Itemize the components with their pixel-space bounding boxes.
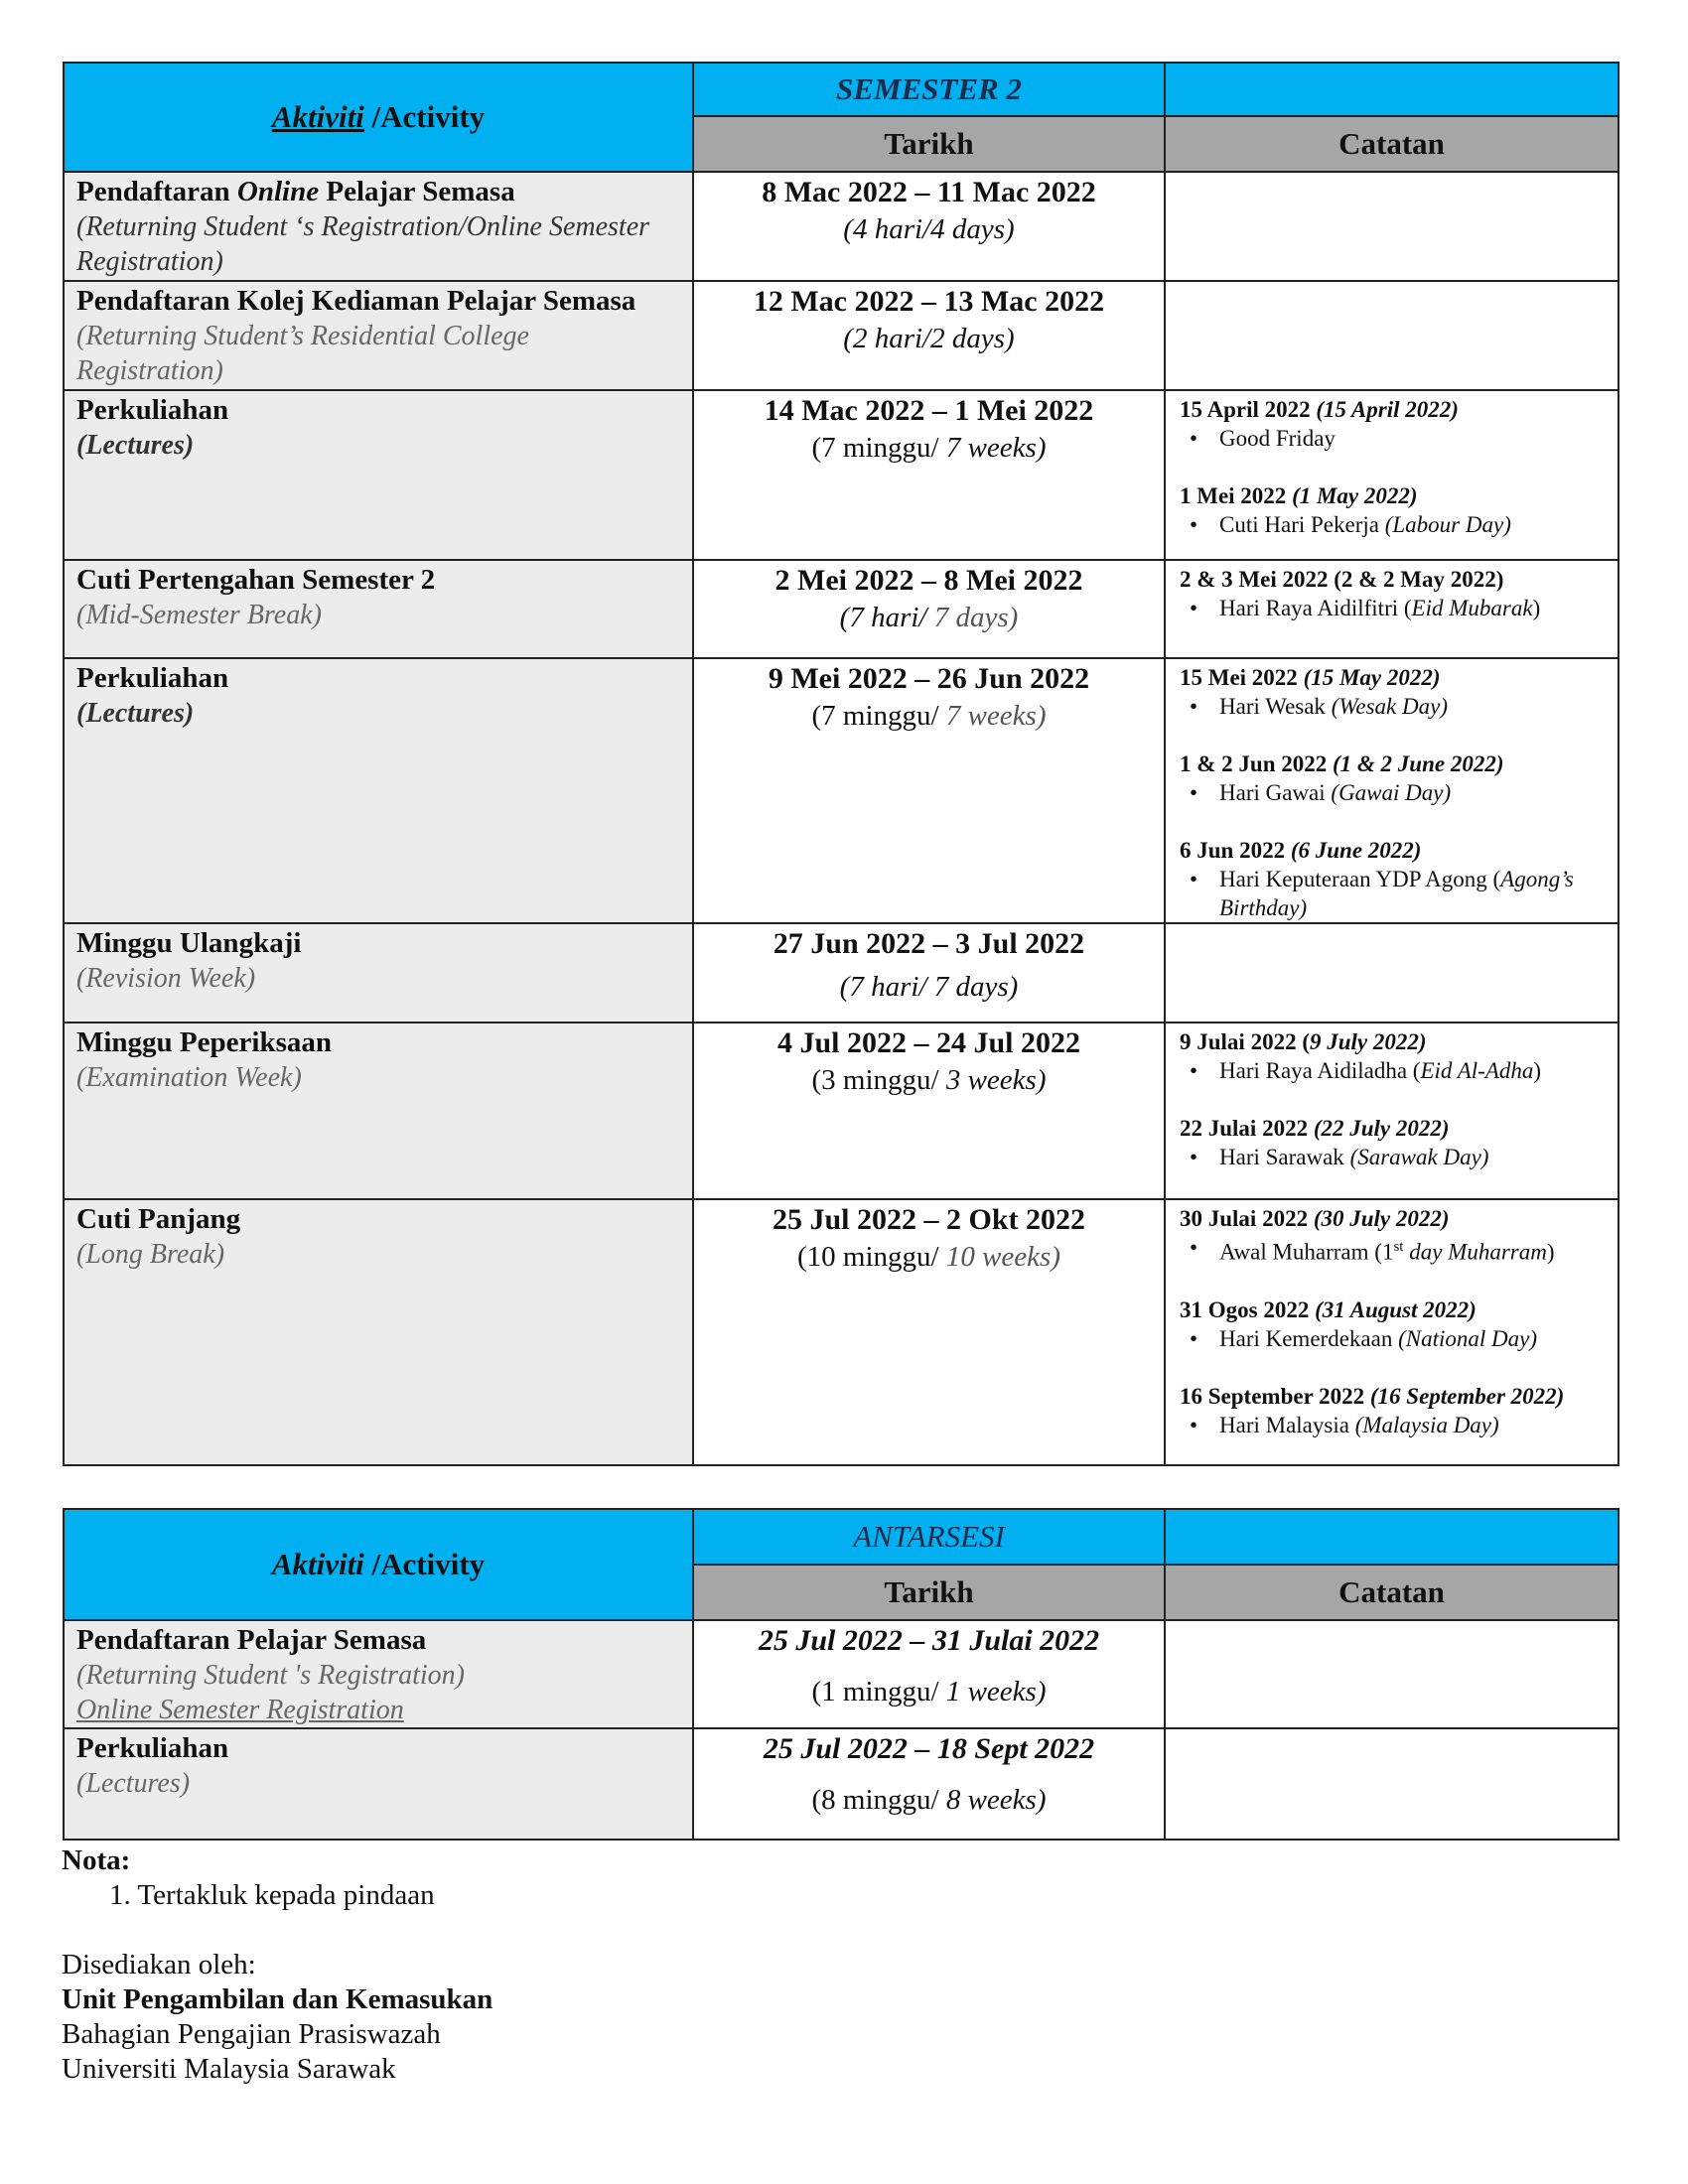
table-row <box>64 658 1618 923</box>
duration-en: 4 days) <box>930 213 1015 245</box>
table-row <box>64 281 1618 390</box>
date-cell <box>693 658 1165 923</box>
holiday-name-en: (National Day) <box>1398 1325 1537 1351</box>
date-cell <box>693 560 1165 658</box>
semester-2-table <box>63 62 1619 1466</box>
bullet-icon: • <box>1190 512 1198 537</box>
holiday-name: Hari Raya Aidiladha ( <box>1219 1058 1421 1083</box>
holiday-date-en: (30 July 2022) <box>1313 1206 1450 1231</box>
holiday-date-ms: 15 April 2022 <box>1180 397 1317 422</box>
date-range: 12 Mac 2022 – 13 Mac 2022 <box>753 285 1105 318</box>
table-row <box>64 923 1618 1023</box>
bullet-icon: • <box>1190 426 1198 451</box>
antarsesi-table <box>63 1508 1619 1841</box>
activity-cell <box>64 390 693 560</box>
holiday-date-en: (6 June 2022) <box>1290 838 1422 863</box>
activity-name: Pendaftaran Pelajar Semasa <box>76 1624 427 1656</box>
holiday-date <box>1180 1027 1604 1056</box>
duration-en: 1 weeks) <box>945 1676 1047 1707</box>
bullet-icon: • <box>1190 867 1198 891</box>
activity-cell <box>64 923 693 1023</box>
date-range: 8 Mac 2022 – 11 Mac 2022 <box>762 176 1096 208</box>
holiday-date <box>1180 750 1604 778</box>
duration <box>694 1061 1164 1099</box>
semester-title: SEMESTER 2 <box>693 63 1165 116</box>
holiday-date-ms: 31 Ogos 2022 <box>1180 1297 1316 1322</box>
holiday-date <box>1180 663 1604 692</box>
holiday-name: Cuti Hari Pekerja <box>1219 512 1385 537</box>
table-row <box>64 172 1618 281</box>
activity-name: Cuti Pertengahan Semester 2 <box>76 564 436 596</box>
date-column-header: Tarikh <box>693 116 1165 172</box>
duration <box>694 968 1164 1006</box>
university-name: Universiti Malaysia Sarawak <box>62 2053 396 2085</box>
activity-translation: (Returning Student 's Registration) <box>76 1660 465 1691</box>
duration-ms: (7 minggu/ <box>811 700 946 732</box>
holiday-name-en: (Wesak Day) <box>1331 694 1448 719</box>
holiday-date: 2 & 3 Mei 2022 (2 & 2 May 2022) <box>1180 567 1504 592</box>
holiday-name: Hari Raya Aidilfitri ( <box>1219 596 1412 620</box>
activity-translation: (Lectures) <box>76 698 195 729</box>
date-cell <box>693 1728 1165 1840</box>
activity-name: Perkuliahan <box>76 394 229 426</box>
holiday-name: Hari Kemerdekaan <box>1219 1325 1399 1351</box>
activity-cell <box>64 1620 693 1728</box>
holiday-date <box>1180 1114 1604 1143</box>
holiday-date-ms: 30 Julai 2022 <box>1180 1206 1314 1231</box>
date-column-header: Tarikh <box>693 1565 1165 1620</box>
table-row <box>64 1620 1618 1728</box>
superscript: st <box>1393 1239 1404 1255</box>
notes-column-header: Catatan <box>1165 116 1618 172</box>
duration-en: 8 weeks) <box>945 1784 1047 1816</box>
notes-cell <box>1165 1023 1618 1199</box>
holiday-item <box>1180 1233 1604 1267</box>
prepared-by: Disediakan oleh: <box>62 1949 256 1980</box>
holiday-date-en: (15 April 2022) <box>1316 397 1459 422</box>
date-range: 2 Mei 2022 – 8 Mei 2022 <box>774 564 1083 597</box>
bullet-icon: • <box>1190 1412 1198 1437</box>
bullet-icon: • <box>1190 596 1198 620</box>
holiday-name: ) <box>1546 1239 1555 1265</box>
holiday-date-en: (15 May 2022) <box>1303 665 1441 690</box>
date-cell <box>693 390 1165 560</box>
activity-translation: (Long Break) <box>76 1239 225 1270</box>
holiday-item <box>1180 1056 1604 1085</box>
holiday-name: Hari Malaysia <box>1219 1412 1355 1437</box>
holiday-name: Good Friday <box>1219 426 1336 451</box>
date-range: 25 Jul 2022 – 18 Sept 2022 <box>763 1732 1095 1765</box>
holiday-name-en: (Labour Day) <box>1384 512 1511 537</box>
holiday-name: Awal Muharram (1 <box>1219 1239 1394 1265</box>
holiday-name-en: day Muharram <box>1403 1239 1547 1265</box>
bullet-icon: • <box>1190 694 1198 719</box>
notes-cell <box>1165 281 1618 390</box>
nota-heading: Nota: <box>62 1844 131 1876</box>
holiday-name-en: (Gawai Day) <box>1331 780 1452 805</box>
activity-header-ms: Aktiviti <box>271 1547 364 1581</box>
date-range: 25 Jul 2022 – 2 Okt 2022 <box>772 1203 1086 1236</box>
duration-ms: (1 minggu/ <box>811 1676 946 1707</box>
table-row <box>64 1199 1618 1465</box>
activity-translation: (Lectures) <box>76 430 195 461</box>
duration <box>694 697 1164 735</box>
duration <box>694 429 1164 467</box>
date-range: 14 Mac 2022 – 1 Mei 2022 <box>764 394 1094 427</box>
holiday-item <box>1180 1411 1604 1439</box>
activity-translation: (Examination Week) <box>76 1062 302 1093</box>
division-name: Bahagian Pengajian Prasiswazah <box>62 2018 441 2050</box>
notes-cell <box>1165 1728 1618 1840</box>
activity-header <box>64 63 693 172</box>
activity-header-en: /Activity <box>363 99 486 134</box>
notes-cell <box>1165 1199 1618 1465</box>
holiday-item <box>1180 594 1604 622</box>
holiday-date-ms: 9 Julai 2022 ( <box>1180 1029 1310 1054</box>
holiday-date-en: 9 July 2022) <box>1309 1029 1427 1054</box>
date-range: 25 Jul 2022 – 31 Julai 2022 <box>758 1624 1100 1657</box>
duration-ms: (7 minggu/ <box>811 432 946 464</box>
notes-cell <box>1165 390 1618 560</box>
bullet-icon: • <box>1190 1058 1198 1083</box>
activity-name-part: Pelajar Semasa <box>319 176 515 207</box>
holiday-date <box>1180 1204 1604 1233</box>
holiday-date <box>1180 1296 1604 1324</box>
activity-name-part: Online <box>236 176 320 207</box>
duration-ms: (7 hari/ <box>839 602 934 633</box>
holiday-item <box>1180 1143 1604 1171</box>
holiday-date-ms: 1 & 2 Jun 2022 <box>1180 751 1333 776</box>
activity-name <box>76 175 680 209</box>
activity-translation-link: Online Semester Registration <box>76 1695 404 1725</box>
activity-cell <box>64 658 693 923</box>
holiday-date-ms: 1 Mei 2022 <box>1180 483 1293 508</box>
date-range: 4 Jul 2022 – 24 Jul 2022 <box>776 1026 1081 1059</box>
holiday-date <box>1180 481 1604 510</box>
holiday-item <box>1180 778 1604 807</box>
activity-translation: (Returning Student ‘s Registration/Online Semester Registration) <box>76 211 650 277</box>
notes-column-header: Catatan <box>1165 1565 1618 1620</box>
activity-name: Perkuliahan <box>76 1732 229 1764</box>
duration <box>694 599 1164 636</box>
table-row <box>64 390 1618 560</box>
holiday-date <box>1180 395 1604 424</box>
holiday-item <box>1180 692 1604 721</box>
duration <box>694 1673 1164 1710</box>
table-row <box>64 560 1618 658</box>
holiday-item <box>1180 510 1604 539</box>
table-row <box>64 1728 1618 1840</box>
duration-en: 7 days) <box>933 971 1019 1003</box>
date-cell <box>693 1023 1165 1199</box>
header-blank <box>1165 1509 1618 1565</box>
activity-name: Pendaftaran Kolej Kediaman Pelajar Semasa <box>76 285 636 317</box>
notes-cell <box>1165 658 1618 923</box>
activity-header-en: /Activity <box>363 1547 486 1581</box>
activity-cell <box>64 560 693 658</box>
holiday-date-ms: 16 September 2022 <box>1180 1383 1370 1409</box>
duration-ms: (8 minggu/ <box>811 1784 946 1816</box>
holiday-name-en: (Sarawak Day) <box>1349 1145 1489 1169</box>
date-cell <box>693 281 1165 390</box>
activity-name-part: Pendaftaran <box>76 176 237 207</box>
holiday-name-en: Eid Al-Adha <box>1420 1058 1534 1083</box>
activity-cell <box>64 281 693 390</box>
notes-cell <box>1165 172 1618 281</box>
duration-ms: (3 minggu/ <box>811 1064 946 1096</box>
activity-name: Cuti Panjang <box>76 1203 241 1235</box>
table-row <box>64 1023 1618 1199</box>
holiday-date-en: (31 August 2022) <box>1315 1297 1477 1322</box>
activity-cell <box>64 1728 693 1840</box>
activity-cell <box>64 172 693 281</box>
bullet-icon: • <box>1190 780 1198 805</box>
duration-ms: (7 hari/ <box>839 971 934 1003</box>
notes-cell <box>1165 560 1618 658</box>
bullet-icon: • <box>1190 1235 1198 1260</box>
duration-en: 7 weeks) <box>945 432 1047 464</box>
activity-name: Perkuliahan <box>76 662 229 694</box>
activity-translation: (Returning Student’s Residential College Registration) <box>76 321 529 386</box>
date-cell <box>693 923 1165 1023</box>
semester-title: ANTARSESI <box>693 1509 1165 1565</box>
duration-ms: (10 minggu/ <box>797 1241 946 1273</box>
holiday-date-ms: 22 Julai 2022 <box>1180 1116 1314 1141</box>
holiday-date-ms: 6 Jun 2022 <box>1180 838 1291 863</box>
activity-cell <box>64 1199 693 1465</box>
notes-cell <box>1165 1620 1618 1728</box>
duration-en: 2 days) <box>930 323 1015 354</box>
duration <box>694 1781 1164 1819</box>
note-item: 1. Tertakluk kepada pindaan <box>109 1879 435 1911</box>
footer <box>62 1843 492 2087</box>
duration-en: 7 days) <box>933 602 1019 633</box>
unit-name: Unit Pengambilan dan Kemasukan <box>62 1983 493 2015</box>
holiday-name: Hari Gawai <box>1219 780 1332 805</box>
duration-en: 7 weeks) <box>945 700 1047 732</box>
holiday-name-en: Eid Mubarak <box>1411 596 1533 620</box>
holiday-name: Hari Wesak <box>1219 694 1332 719</box>
holiday-name: Hari Keputeraan YDP Agong ( <box>1219 867 1501 891</box>
activity-cell <box>64 1023 693 1199</box>
notes-cell <box>1165 923 1618 1023</box>
activity-header <box>64 1509 693 1620</box>
duration-en: 3 weeks) <box>945 1064 1047 1096</box>
date-cell <box>693 1199 1165 1465</box>
bullet-icon: • <box>1190 1145 1198 1169</box>
activity-header-ms: Aktiviti <box>271 99 364 134</box>
duration <box>694 210 1164 248</box>
date-cell <box>693 172 1165 281</box>
activity-translation: (Lectures) <box>76 1768 191 1799</box>
holiday-date-en: (1 May 2022) <box>1292 483 1418 508</box>
header-blank <box>1165 63 1618 116</box>
bullet-icon: • <box>1190 1325 1198 1351</box>
date-range: 27 Jun 2022 – 3 Jul 2022 <box>773 927 1085 960</box>
holiday-name: ) <box>1533 1058 1542 1083</box>
holiday-name-en: (Malaysia Day) <box>1354 1412 1499 1437</box>
holiday-name: Hari Sarawak <box>1219 1145 1350 1169</box>
duration-ms: (4 hari/ <box>843 213 931 245</box>
duration <box>694 1238 1164 1276</box>
holiday-date-en: (16 September 2022) <box>1369 1383 1565 1409</box>
holiday-date <box>1180 836 1604 865</box>
activity-translation: (Mid-Semester Break) <box>76 600 322 630</box>
date-range: 9 Mei 2022 – 26 Jun 2022 <box>768 662 1090 695</box>
holiday-item <box>1180 424 1604 453</box>
holiday-name-en: Agong’s Birthday) <box>1219 867 1574 920</box>
holiday-item <box>1180 865 1604 922</box>
holiday-item <box>1180 1324 1604 1353</box>
holiday-date <box>1180 1382 1604 1411</box>
activity-translation: (Revision Week) <box>76 963 256 994</box>
date-cell <box>693 1620 1165 1728</box>
activity-name: Minggu Ulangkaji <box>76 927 302 959</box>
holiday-name: ) <box>1532 596 1541 620</box>
activity-name: Minggu Peperiksaan <box>76 1026 332 1058</box>
duration <box>694 320 1164 357</box>
duration-en: 10 weeks) <box>945 1241 1060 1273</box>
holiday-date-ms: 15 Mei 2022 <box>1180 665 1304 690</box>
holiday-date-en: (1 & 2 June 2022) <box>1333 751 1504 776</box>
holiday-date-en: (22 July 2022) <box>1313 1116 1450 1141</box>
duration-ms: (2 hari/ <box>843 323 931 354</box>
